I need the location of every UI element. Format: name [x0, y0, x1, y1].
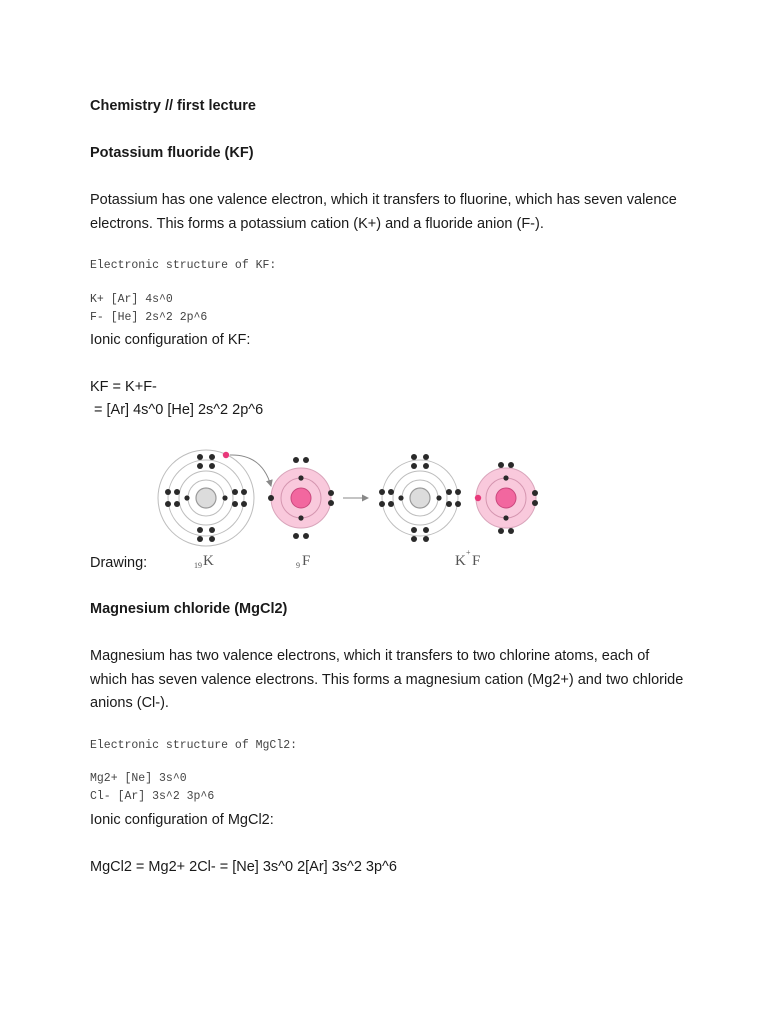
kf-structure-title: Electronic structure of KF: [90, 259, 277, 272]
mgcl2-heading: Magnesium chloride (MgCl2) [90, 601, 288, 617]
mgcl2-structure-line: Mg2+ [Ne] 3s^0 [90, 772, 187, 785]
valence-electron [223, 452, 229, 458]
fluorine-atomic-number: 9 [296, 561, 300, 570]
kf-ionic-line: = [Ar] 4s^0 [He] 2s^2 2p^6 [90, 402, 264, 418]
kf-product-charge: + [466, 548, 471, 557]
potassium-label: K [203, 553, 214, 569]
potassium-atomic-number: 19 [194, 561, 202, 570]
kf-heading: Potassium fluoride (KF) [90, 145, 254, 161]
kf-ionic-line: KF = K+F- [90, 379, 157, 395]
fluorine-atom [268, 457, 334, 539]
potassium-cation [379, 454, 461, 542]
mgcl2-intro: Magnesium has two valence electrons, which it transfers to two chlorine atoms, each of which has seven valence electrons. This forms a magnesium cation (Mg2+) and two chloride anions (Cl-). [90, 648, 684, 711]
mgcl2-ionic-label: Ionic configuration of MgCl2: [90, 812, 274, 828]
potassium-atom [158, 450, 254, 546]
kf-intro: Potassium has one valence electron, which it transfers to fluorine, which has seven valence electrons. This forms a potassium cation (K+) and a fluoride anion (F-). [90, 192, 677, 232]
mgcl2-structure-line: Cl- [Ar] 3s^2 3p^6 [90, 790, 215, 803]
document-title: Chemistry // first lecture [90, 98, 256, 114]
mgcl2-ionic-line: MgCl2 = Mg2+ 2Cl- = [Ne] 3s^0 2[Ar] 3s^2 3p^6 [90, 859, 397, 875]
potassium-nucleus [196, 488, 216, 508]
mgcl2-structure-title: Electronic structure of MgCl2: [90, 739, 298, 752]
gained-electron [475, 495, 481, 501]
kf-product-k-label: K [455, 553, 466, 569]
kf-drawing-label: Drawing: [90, 555, 148, 571]
fluoride-anion [475, 462, 538, 534]
fluorine-label: F [302, 553, 311, 569]
kf-structure-line: F- [He] 2s^2 2p^6 [90, 311, 208, 324]
kf-product-f-label: F [472, 553, 481, 569]
kf-ionic-label: Ionic configuration of KF: [90, 332, 251, 348]
kf-bohr-diagram [150, 442, 550, 574]
kf-structure-line: K+ [Ar] 4s^0 [90, 293, 173, 306]
